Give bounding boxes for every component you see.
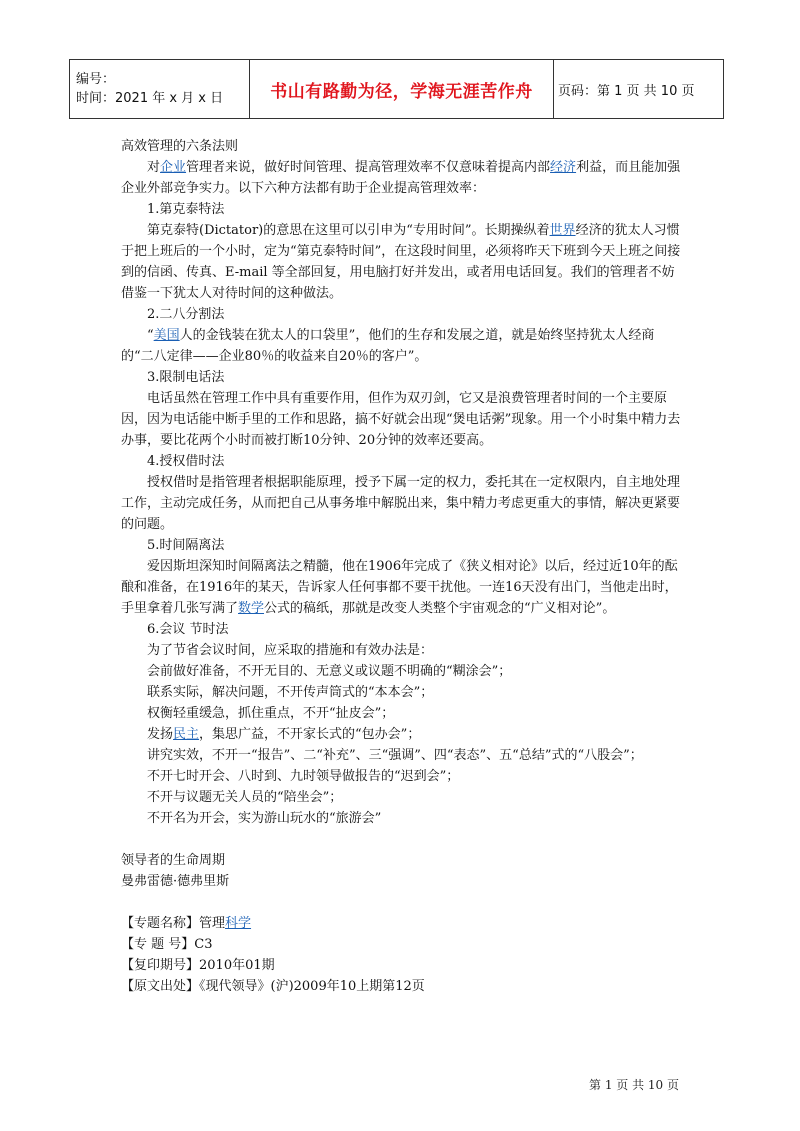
meta-topic xyxy=(121,913,681,934)
list-item: 讲究实效，不开一“报告”、二“补充”、三“强调”、四“表态”、五“总结”式的“八股会”； xyxy=(147,748,643,763)
list-item: 不开与议题无关人员的“陪坐会”； xyxy=(147,790,343,805)
document-body xyxy=(121,136,681,997)
list-item: 联系实际，解决问题，不开传声筒式的“本本会”； xyxy=(147,685,434,700)
time-label: 时间：2021 年 x 月 x 日 xyxy=(76,91,224,106)
slogan: 书山有路勤为径，学海无涯苦作舟 xyxy=(270,81,533,102)
text: 利益，而且能加强企业外部竞争实力。以下六种方法都有助于企业提高管理效率： xyxy=(121,160,681,196)
section-body-5 xyxy=(121,556,681,619)
list-item: 会前做好准备，不开无目的、无意义或议题不明确的“糊涂会”； xyxy=(147,664,512,679)
link-science[interactable]: 科学 xyxy=(225,916,252,931)
link-democracy[interactable]: 民主 xyxy=(173,727,200,742)
text: “ xyxy=(147,328,154,343)
article-title: 高效管理的六条法则 xyxy=(121,139,239,154)
section-heading-2: 2.二八分割法 xyxy=(147,307,225,322)
page-info: 页码：第 1 页 共 10 页 xyxy=(554,60,724,119)
meta-code: 【专 题 号】C3 xyxy=(121,937,213,952)
section-body-2 xyxy=(121,325,681,367)
text: ，集思广益，不开家长式的“包办会”； xyxy=(199,727,421,742)
document-header xyxy=(69,59,724,119)
list-item: 权衡轻重缓急，抓住重点，不开“扯皮会”； xyxy=(147,706,395,721)
section-heading-5: 5.时间隔离法 xyxy=(147,538,225,553)
page-footer: 第 1 页 共 10 页 xyxy=(589,1078,679,1092)
text: 第克泰特(Dictator)的意思在这里可以引申为“专用时间”。长期操纵着 xyxy=(147,223,550,238)
link-enterprise[interactable]: 企业 xyxy=(160,160,187,175)
link-math[interactable]: 数学 xyxy=(238,601,265,616)
intro-paragraph xyxy=(121,157,681,199)
link-economy[interactable]: 经济 xyxy=(550,160,577,175)
text: 对 xyxy=(147,160,161,175)
link-usa[interactable]: 美国 xyxy=(153,328,180,343)
second-article-title: 领导者的生命周期 xyxy=(121,853,226,868)
meta-issue: 【复印期号】2010年01期 xyxy=(121,958,275,973)
section-heading-4: 4.授权借时法 xyxy=(147,454,225,469)
section-heading-6: 6.会议 节时法 xyxy=(147,622,229,637)
link-world[interactable]: 世界 xyxy=(549,223,576,238)
number-label: 编号： xyxy=(76,72,116,87)
list-item: 不开七时开会、八时到、九时领导做报告的“迟到会”； xyxy=(147,769,460,784)
text: 管理 xyxy=(199,916,226,931)
section-body-1 xyxy=(121,220,681,304)
list-item: 不开名为开会，实为游山玩水的“旅游会” xyxy=(147,811,382,826)
spacer xyxy=(121,829,681,850)
section-intro-6: 为了节省会议时间，应采取的措施和有效办法是： xyxy=(147,643,434,658)
text: 管理者来说，做好时间管理、提高管理效率不仅意味着提高内部 xyxy=(186,160,551,175)
text: 人的金钱装在犹太人的口袋里”，他们的生存和发展之道，就是始终坚持犹太人经商的“二八定律——企业80％的收益来自20％的客户”。 xyxy=(121,328,655,364)
second-article-author: 曼弗雷德·德弗里斯 xyxy=(121,874,230,889)
section-body-4: 授权借时是指管理者根据职能原理，授予下属一定的权力，委托其在一定权限内，自主地处理工作，主动完成任务，从而把自己从事务堆中解脱出来，集中精力考虑更重大的事情，解决更紧要的问题。 xyxy=(121,475,681,532)
spacer xyxy=(121,892,681,913)
section-heading-3: 3.限制电话法 xyxy=(147,370,225,385)
header-meta xyxy=(70,60,250,119)
text: 公式的稿纸，那就是改变人类整个宇宙观念的“广义相对论”。 xyxy=(264,601,616,616)
section-heading-1: 1.第克泰特法 xyxy=(147,202,225,217)
text: 【专题名称】 xyxy=(121,916,200,931)
meta-source: 【原文出处】《现代领导》(沪)2009年10上期第12页 xyxy=(121,979,425,994)
text: 发扬 xyxy=(147,727,174,742)
list-item xyxy=(121,724,681,745)
header-slogan-cell xyxy=(250,60,554,119)
text: 爱因斯坦深知时间隔离法之精髓，他在1906年完成了《狭义相对论》以后，经过近10年的酝酿和准备，在1916年的某天，告诉家人任何事都不要干扰他。一连16天没有出门，当他走出时，手里拿着几张写满了 xyxy=(121,559,678,616)
text: 经济的犹太人习惯于把上班后的一个小时，定为“第克泰特时间”，在这段时间里，必须将昨天下班到今天上班之间接到的信函、传真、E-mail 等全部回复，用电脑打好并发出，或者用电话回复。我们的管理者不妨借鉴一下犹太人对待时间的这种做法。 xyxy=(121,223,681,301)
section-body-3: 电话虽然在管理工作中具有重要作用，但作为双刃剑，它又是浪费管理者时间的一个主要原因，因为电话能中断手里的工作和思路，搞不好就会出现“煲电话粥”现象。用一个小时集中精力去办事，要比花两个小时而被打断10分钟、20分钟的效率还要高。 xyxy=(121,391,681,448)
